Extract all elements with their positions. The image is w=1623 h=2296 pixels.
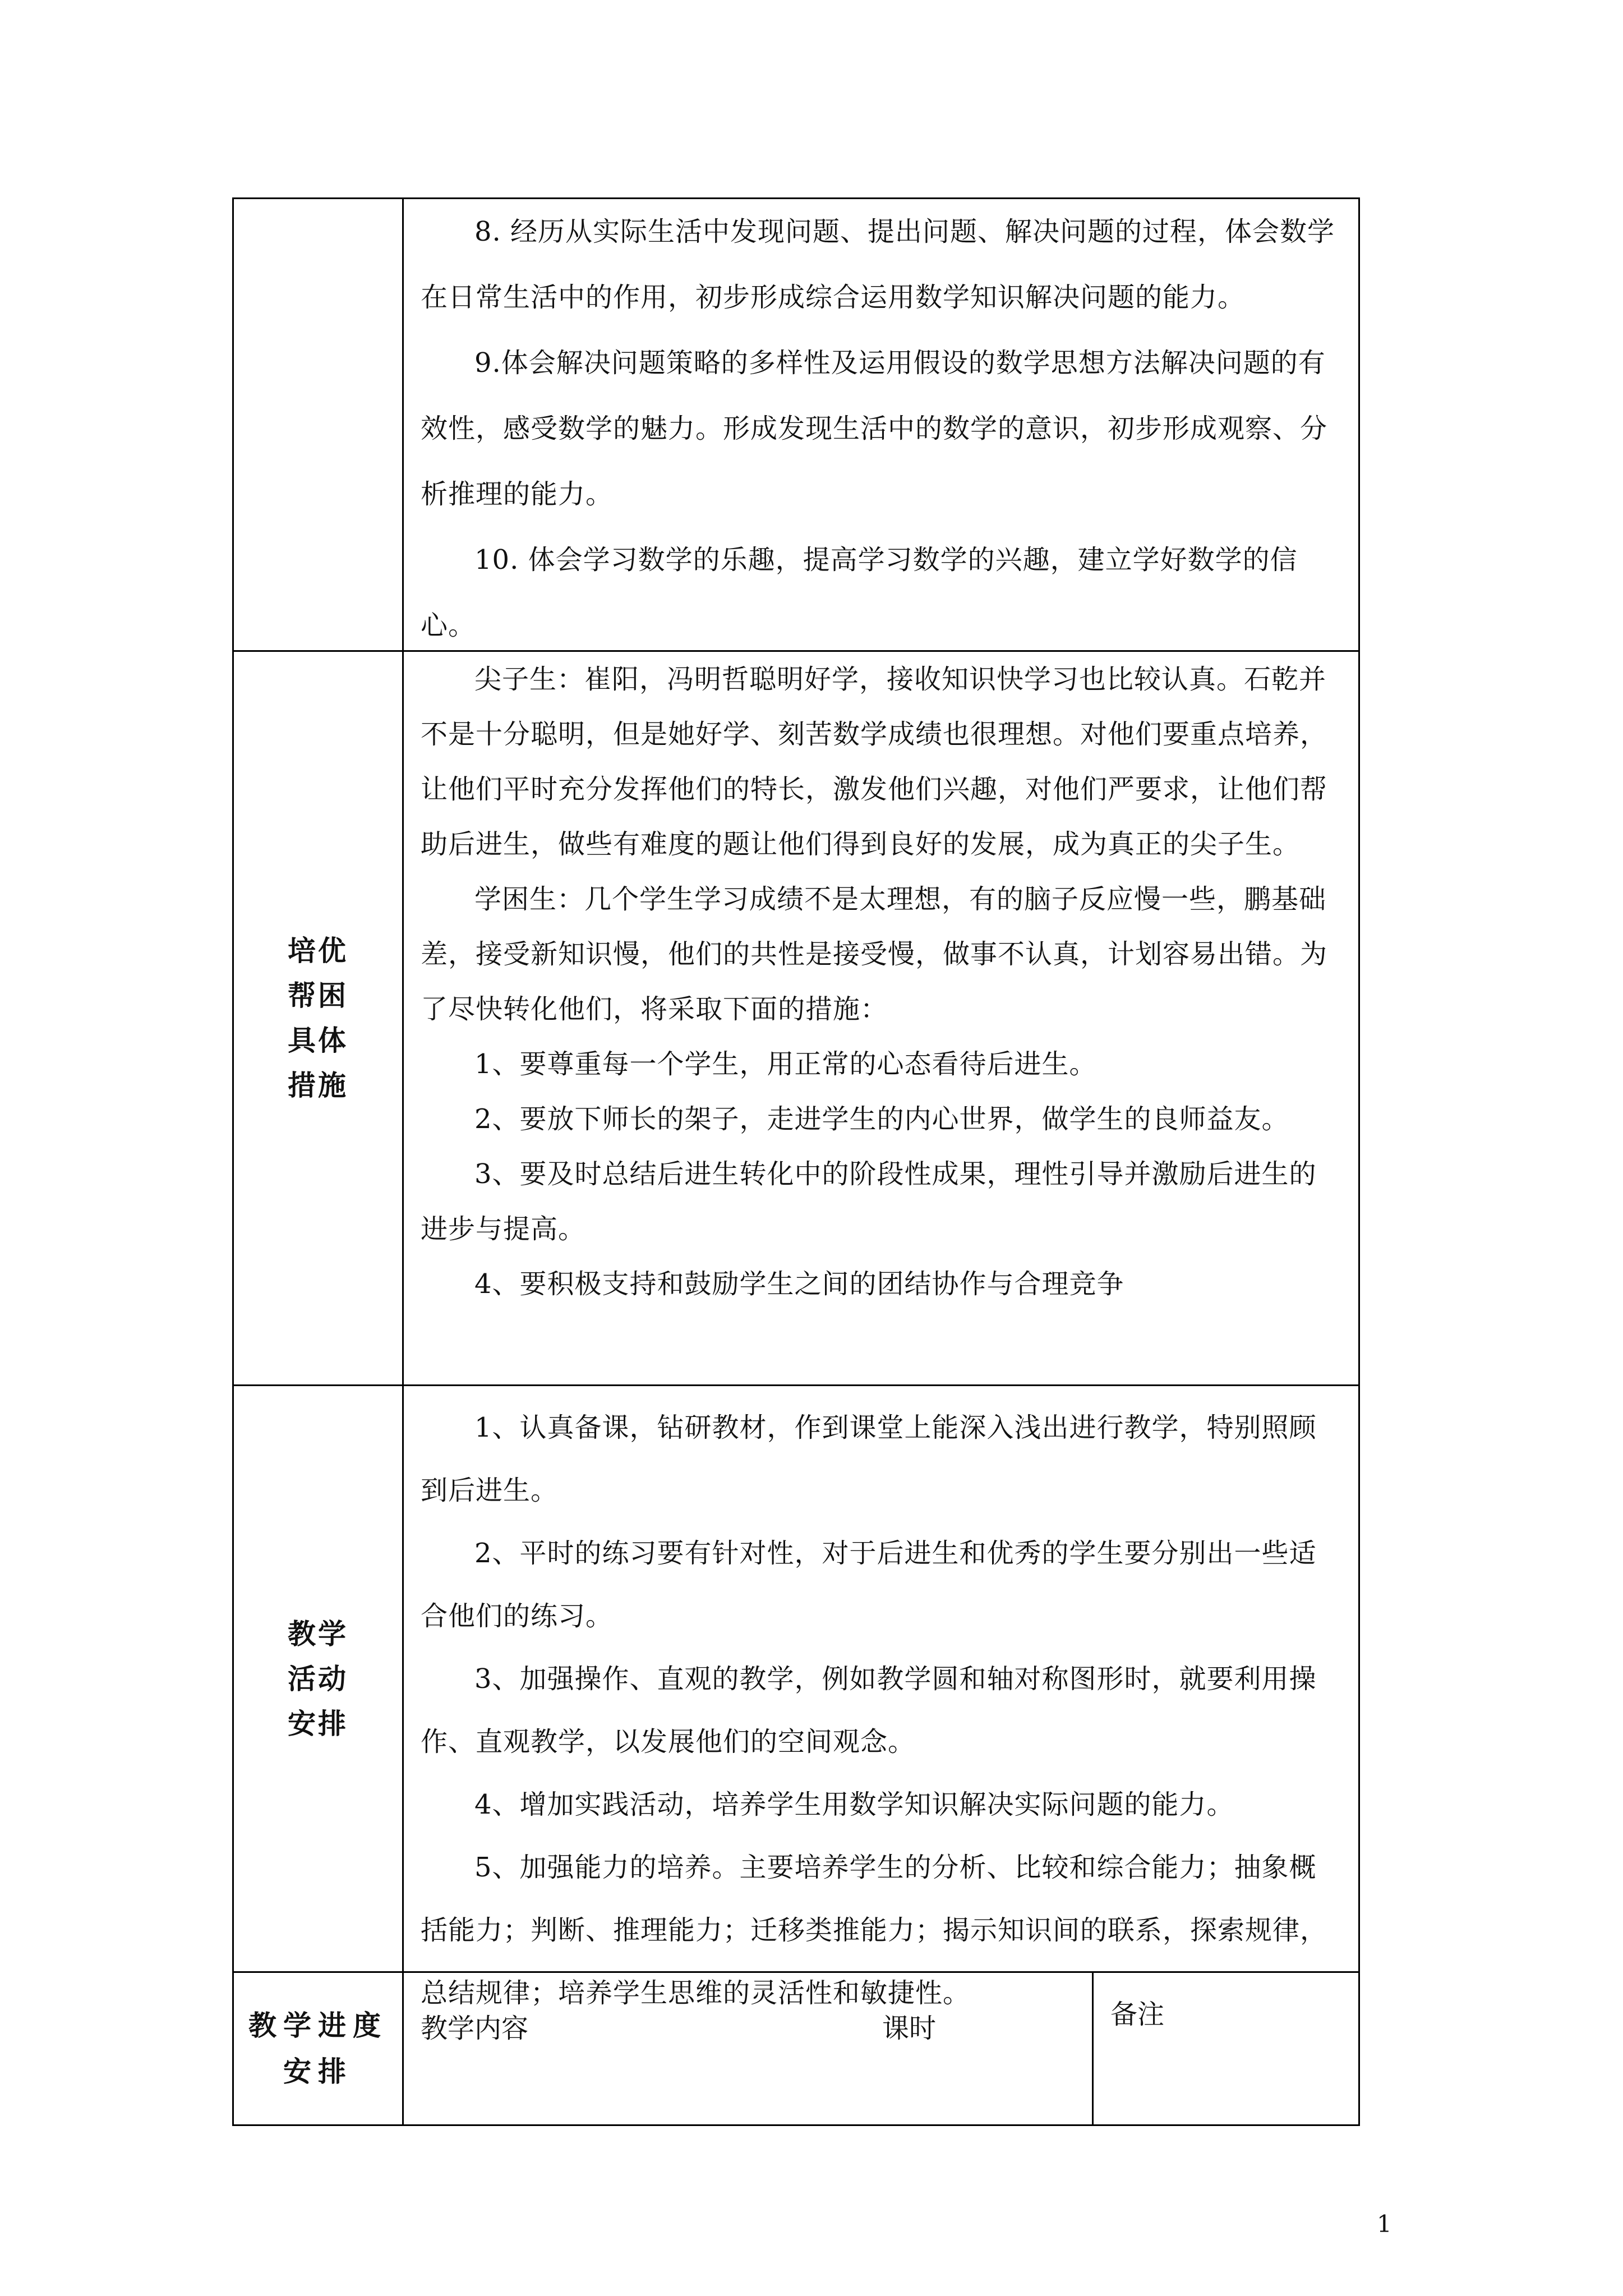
label-line: 活动 bbox=[288, 1662, 348, 1695]
goals-row bbox=[234, 199, 1358, 652]
activity-paragraph: 3、加强操作、直观的教学，例如教学圆和轴对称图形时，就要利用操作、直观教学，以发展他们的空间观念。 bbox=[421, 1663, 1317, 1757]
peiyou-paragraph: 3、要及时总结后进生转化中的阶段性成果，理性引导并激励后进生的进步与提高。 bbox=[421, 1158, 1317, 1245]
activity-label bbox=[234, 1386, 404, 1971]
activity-paragraph: 1、认真备课，钻研教材，作到课堂上能深入浅出进行教学，特别照顾到后进生。 bbox=[421, 1412, 1317, 1506]
goals-label-cell bbox=[234, 199, 404, 650]
label-line: 培优 bbox=[288, 935, 348, 967]
progress-content-cell bbox=[404, 1973, 1094, 2124]
label-line: 安排 bbox=[288, 1707, 348, 1740]
progress-label-line: 安排 bbox=[283, 2055, 353, 2088]
progress-note-cell bbox=[1094, 1973, 1358, 2124]
progress-row bbox=[234, 1973, 1358, 2124]
column-header-note: 备注 bbox=[1110, 1999, 1165, 2030]
peiyou-content bbox=[404, 652, 1358, 1384]
column-header-content: 教学内容 bbox=[421, 2013, 529, 2044]
peiyou-paragraph: 学困生：几个学生学习成绩不是太理想，有的脑子反应慢一些，鹏基础差，接受新知识慢，他们的共性是接受慢，做事不认真，计划容易出错。为了尽快转化他们，将采取下面的措施： bbox=[421, 884, 1328, 1025]
peiyou-paragraph: 尖子生：崔阳，冯明哲聪明好学，接收知识快学习也比较认真。石乾并不是十分聪明，但是她好学、刻苦数学成绩也很理想。对他们要重点培养，让他们平时充分发挥他们的特长，激发他们兴趣，对他们严要求，让他们帮助后进生，做些有难度的题让他们得到良好的发展，成为真正的尖子生。 bbox=[421, 664, 1328, 860]
peiyou-row bbox=[234, 652, 1358, 1386]
goal-item: 8. 经历从实际生活中发现问题、提出问题、解决问题的过程，体会数学在日常生活中的作用，初步形成综合运用数学知识解决问题的能力。 bbox=[421, 216, 1335, 313]
peiyou-paragraph: 1、要尊重每一个学生，用正常的心态看待后进生。 bbox=[474, 1048, 1097, 1080]
goal-item: 10. 体会学习数学的乐趣，提高学习数学的兴趣，建立学好数学的信心。 bbox=[421, 544, 1298, 641]
column-header-hours: 课时 bbox=[882, 2013, 937, 2044]
label-line: 具体 bbox=[288, 1024, 348, 1057]
peiyou-label bbox=[234, 652, 404, 1384]
progress-label-line: 教学进度 bbox=[248, 2009, 388, 2042]
activity-content bbox=[404, 1386, 1358, 2009]
peiyou-paragraph: 2、要放下师长的架子，走进学生的内心世界，做学生的良师益友。 bbox=[474, 1103, 1289, 1135]
activity-paragraph: 4、增加实践活动，培养学生用数学知识解决实际问题的能力。 bbox=[474, 1789, 1234, 1820]
progress-label bbox=[234, 1973, 404, 2124]
page-number: 1 bbox=[1377, 2210, 1392, 2238]
goals-cell bbox=[404, 199, 1358, 650]
label-line: 帮困 bbox=[288, 979, 348, 1012]
plan-table bbox=[232, 197, 1360, 2126]
label-line: 教学 bbox=[288, 1617, 348, 1650]
label-line: 措施 bbox=[288, 1069, 348, 1102]
goal-item: 9.体会解决问题策略的多样性及运用假设的数学思想方法解决问题的有效性，感受数学的魅力。形成发现生活中的数学的意识，初步形成观察、分析推理的能力。 bbox=[421, 347, 1328, 510]
peiyou-paragraph: 4、要积极支持和鼓励学生之间的团结协作与合理竞争 bbox=[474, 1268, 1124, 1300]
activity-paragraph: 5、加强能力的培养。主要培养学生的分析、比较和综合能力；抽象概括能力；判断、推理能力；迁移类推能力；揭示知识间的联系，探索规律，总结规律；培养学生思维的灵活性和敏捷性。 bbox=[421, 1852, 1328, 2009]
activity-paragraph: 2、平时的练习要有针对性，对于后进生和优秀的学生要分别出一些适合他们的练习。 bbox=[421, 1538, 1317, 1632]
activity-row bbox=[234, 1386, 1358, 2009]
